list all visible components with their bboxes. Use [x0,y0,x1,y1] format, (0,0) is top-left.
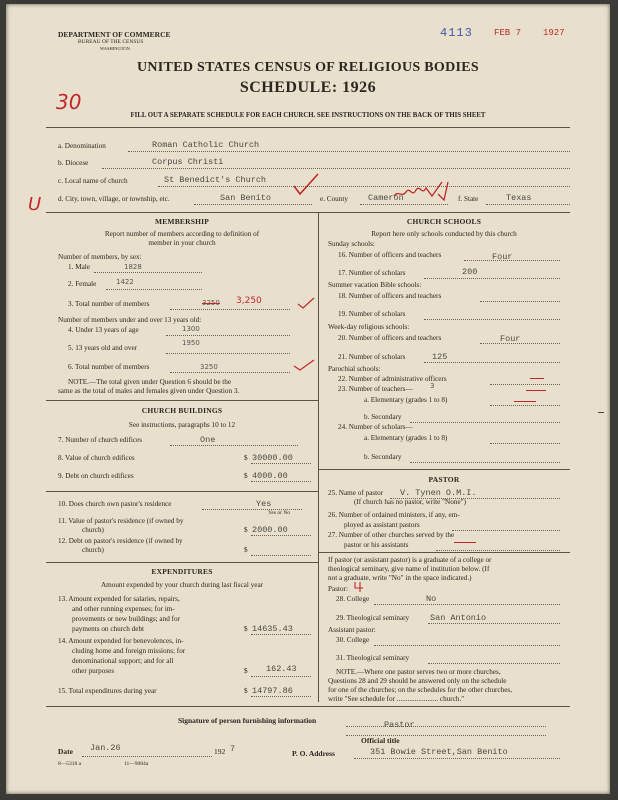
city-label: d. City, town, village, or township, etc. [58,195,170,203]
owns-residence-value: Yes [256,499,272,509]
pastor-name-value: V. Tynen O.M.I. [400,488,477,498]
pastor-title: PASTOR [428,475,460,484]
red-scribble-county-icon [392,180,450,202]
state-label: f. State [458,195,479,203]
graduate-instructions-3: not a graduate, write "No" in the space indicated.) [328,574,472,582]
edifices-value: 30000.00 [252,453,293,463]
edifices-count-label: 7. Number of church edifices [58,436,143,444]
admin-officers-label: 22. Number of administrative officers [338,375,447,383]
denomination-value: Roman Catholic Church [152,140,260,150]
official-title-label: Official title [361,736,400,745]
year-prefix: 192 [214,747,226,756]
female-label: 2. Female [68,280,97,288]
total-expenditures-label: 15. Total expenditures during year [58,687,157,695]
weekday-schools-heading: Week-day religious schools: [328,323,410,331]
residence-debt-label-1: 12. Debt on pastor's residence (if owned by [58,537,183,545]
summer-schools-heading: Summer vacation Bible schools: [328,281,422,289]
male-label: 1. Male [68,263,90,271]
weekday-teachers-value: Four [500,334,521,344]
pastor-note-3: for one of the churches; on the schedules for the other churches, [328,686,513,694]
sunday-teachers-label: 16. Number of officers and teachers [338,251,442,259]
city-heading: WASHINGTON [100,46,130,51]
assistant-ministers-label-2: ployed as assistant pastors [344,521,420,529]
local-name-label: c. Local name of church [58,177,128,185]
county-value: Cameron [368,193,404,203]
edifices-count-value: One [200,435,216,445]
signature-label: Signature of person furnishing information [178,716,317,725]
seminary-label: 29. Theological seminary [336,614,410,622]
over-13-value: 1950 [182,339,200,347]
bureau-heading: BUREAU OF THE CENSUS [78,39,144,45]
edifices-value-label: 8. Value of church edifices [58,454,135,462]
buildings-title: CHURCH BUILDINGS [141,406,223,415]
summer-scholars-label: 19. Number of scholars [338,310,406,318]
running-expenses-label-2: and other running expenses; for im- [72,605,175,613]
assistant-ministers-label-1: 26. Number of ordained ministers, if any, em- [328,511,460,519]
margin-mark [598,412,604,413]
pastor-name-hint: (If church has no pastor, write "None") [354,498,466,506]
over-13-label: 5. 13 years old and over [68,344,138,352]
weekday-scholars-label: 21. Number of scholars [338,353,406,361]
yes-or-no-hint: Yes or No [268,510,291,516]
form-number-stamp: 4113 [440,26,473,40]
diocese-value: Corpus Christi [152,157,224,167]
running-expenses-value: 14635.43 [252,624,293,634]
membership-note-2: same as the total of males and females given under Question 3. [58,387,240,395]
pastor-name-label: 25. Name of pastor [328,489,384,497]
benevolences-label-2: cluding home and foreign missions; for [72,647,186,655]
running-expenses-label-4: payments on church debt [72,625,145,633]
expenditures-subtitle: Amount expended by your church during last fiscal year [100,581,264,589]
total-members-value-q3: 3250 [202,299,220,307]
owns-residence-label: 10. Does church own pastor's residence [58,500,172,508]
pastor-subheading: Pastor: [328,585,348,593]
date-label: Date [58,747,73,756]
assistant-pastor-subheading: Assistant pastor: [328,626,376,634]
membership-note-1: NOTE.—The total given under Question 6 should be the [68,378,232,386]
benevolences-label-3: denominational support; and for all [72,657,174,665]
weekday-scholars-value: 125 [432,352,448,362]
parochial-schools-heading: Parochial schools: [328,365,381,373]
total-members-label-q6: 6. Total number of members [68,363,150,371]
handwritten-number: 30 [56,90,82,114]
running-expenses-label-3: provements or new buildings; and for [72,615,180,623]
buildings-subtitle: See instructions, paragraphs 10 to 12 [128,421,236,429]
handwritten-letter: U [28,194,42,215]
teachers-value: 3 [430,382,435,390]
sunday-teachers-value: Four [492,252,513,262]
county-label: e. County [320,195,348,203]
total-members-corrected: 3,250 [236,296,262,306]
state-value: Texas [506,193,532,203]
official-title-value: Pastor [384,720,415,730]
under-13-value: 1300 [182,325,200,333]
city-value: San Benito [220,193,272,203]
date-value: Jan.26 [90,743,121,753]
diocese-label: b. Diocese [58,159,89,167]
sunday-scholars-value: 200 [462,267,478,277]
under-13-label: 4. Under 13 years of age [68,326,139,334]
summer-teachers-label: 18. Number of officers and teachers [338,292,442,300]
membership-title: MEMBERSHIP [154,217,210,226]
seminary-value: San Antonio [430,613,487,623]
schools-title: CHURCH SCHOOLS [406,217,482,226]
general-instructions: FILL OUT A SEPARATE SCHEDULE FOR EACH CHURCH. SEE INSTRUCTIONS ON THE BACK OF THIS SHEET [130,112,486,119]
form-code-1: 8—5318 a [58,761,82,767]
benevolences-value: 162.43 [266,664,297,674]
year-digit: 7 [230,744,236,754]
other-churches-label-2: pastor or his assistants [344,541,409,549]
residence-debt-label-2: church) [82,546,104,554]
membership-intro-1: Report number of members according to definition of [104,230,260,238]
assistant-college-label: 30. College [336,636,370,644]
expenditures-title: EXPENDITURES [151,567,213,576]
pastor-note-1: NOTE.—Where one pastor serves two or more churches, [336,668,501,676]
red-tick-q6-icon [292,356,316,372]
college-label: 28. College [336,595,370,603]
local-name-value: St Benedict's Church [164,175,267,185]
sunday-scholars-label: 17. Number of scholars [338,269,406,277]
members-by-sex-label: Number of members, by sex: [58,253,142,261]
pastor-note-4: write "See schedule for ....................... church." [328,695,465,703]
schools-intro: Report here only schools conducted by this church [371,230,517,238]
department-heading: DEPARTMENT OF COMMERCE [58,30,171,39]
form-subtitle: SCHEDULE: 1926 [239,79,377,96]
census-schedule-sheet: DEPARTMENT OF COMMERCE BUREAU OF THE CENSUS WASHINGTON 4113 FEB 7 1927 UNITED STATES CENSUS OF RELIGIOUS BODIES SCHEDULE: 1926 30 FILL OUT A SEPARATE SCHEDULE FOR EACH CHURCH. SEE INSTRUCTIONS ON THE BACK OF THIS SHEET a. Denomination Roman Catholic Church b. Diocese Corpus Christi c. Local name of church St Benedict's Church d. City, town, village, or township, etc. San Benito e. County Cameron f. State Texas U MEMBERSHIP Report number of members according to definition of member in your church Number of members, by sex: 1. Male 1828 2. Female 1422 3. Total number of members 3250 3,250 Number of members under and over 13 years old: 4. Under 13 years of age 1300 5. 13 years old and over 1950 6. Total number of members 3250 NOTE.—The total given under Question 6 should be the same as the total of males and females given under Question 3. CHURCH BUILDINGS See instructions, paragraphs 10 to 12 7. Number of church edifices One 8. Value of church edifices $ 30000.00 9. Debt on church edifices $ 4000.00 10. Does church own pastor's residence Yes Yes or No 11. Value of pastor's residence (if owned by church) $ 2000.00 12. Debt on pastor's residence (if owned by church) $ EXPENDITURES Amount expended by your church during last fiscal year 13. Amount expended for salaries, repairs, and other running expenses; for im- provements or new buildings; and for payments on church debt $ 14635.43 14. Amount expended for benevolences, in- cluding home and foreign missions; for denominational support; and for all other purposes $ 162.43 15. Total expenditures during year $ 14797.86 CHURCH SCHOOLS Report here only schools conducted by this church Sunday schools: 16. Number of officers and teachers Four 17. Number of scholars 200 Summer vacation Bible schools: 18. Number of officers and teachers 19. Number of scholars Week-day religious schools: 20. Number of officers and teachers Four 21. Number of scholars 125 Parochial schools: 22. Number of administrative officers 23. Number of teachers— 3 a. Elementary (grades 1 to 8) b. Secondary 24. Number of scholars— a. Elementary (grades 1 to 8) b. Secondary PASTOR 25. Name of pastor V. Tynen O.M.I. (If church has no pastor, write "None") 26. Number of ordained ministers, if any, em- ployed as assistant pastors 27. Number of other churches served by the pastor or his assistants If pastor (or assistant pastor) is a graduate of a college or theological seminary, give name of institution below. (If not a graduate, write "No" in the space indicated.) Pastor: 28. College No 29. Theological seminary San Antonio Assistant pastor: 30. College 31. Theological seminary NOTE.—Where one pastor serves two or more churches, Questions 28 and 29 should be answered only on the schedule for one of the churches; on the schedules for the other churches, write "See schedule for ....................... church." Signature of person furnishing information Pastor Official title Date Jan.26 192 7 P. O. Address 351 Bowie Street,San Benito 8—5318 a 11—9084a [6,4,610,794]
total-members-label-q3: 3. Total number of members [68,300,150,308]
scholars-label: 24. Number of scholars— [338,423,413,431]
red-check-mark-icon [292,172,320,198]
total-members-value-q6: 3250 [200,363,218,371]
residence-value-label-1: 11. Value of pastor's residence (if owned by [58,517,184,525]
edifices-debt-label: 9. Debt on church edifices [58,472,134,480]
male-value: 1828 [124,263,142,271]
benevolences-label-1: 14. Amount expended for benevolences, in- [58,637,184,645]
membership-intro-2: member in your church [148,239,216,247]
elementary-teachers-label: a. Elementary (grades 1 to 8) [364,396,448,404]
address-label: P. O. Address [292,749,335,758]
pastor-note-2: Questions 28 and 29 should be answered only on the schedule [328,677,507,685]
elementary-scholars-label: a. Elementary (grades 1 to 8) [364,434,448,442]
received-date-stamp: FEB 7 [494,28,522,38]
form-code-2: 11—9084a [124,761,149,767]
college-value: No [426,594,437,604]
denomination-label: a. Denomination [58,142,106,150]
teachers-label: 23. Number of teachers— [338,385,413,393]
received-year-stamp: 1927 [543,28,565,38]
other-churches-label-1: 27. Number of other churches served by the [328,531,455,539]
sunday-schools-heading: Sunday schools: [328,240,375,248]
assistant-seminary-label: 31. Theological seminary [336,654,410,662]
secondary-teachers-label: b. Secondary [364,413,402,421]
address-value: 351 Bowie Street,San Benito [370,747,508,757]
running-expenses-label-1: 13. Amount expended for salaries, repairs, [58,595,180,603]
graduate-instructions-1: If pastor (or assistant pastor) is a graduate of a college or [328,556,492,564]
age-heading: Number of members under and over 13 years old: [58,316,202,324]
form-title: UNITED STATES CENSUS OF RELIGIOUS BODIES [136,60,479,75]
weekday-teachers-label: 20. Number of officers and teachers [338,334,442,342]
residence-value: 2000.00 [252,525,288,535]
female-value: 1422 [116,278,134,286]
graduate-instructions-2: theological seminary, give name of institution below. (If [328,565,490,573]
residence-value-label-2: church) [82,526,104,534]
red-mark-pastor-icon [352,580,366,594]
edifices-debt-value: 4000.00 [252,471,288,481]
benevolences-label-4: other purposes [72,667,115,675]
red-tick-q3-icon [296,296,316,310]
secondary-scholars-label: b. Secondary [364,453,402,461]
total-expenditures-value: 14797.86 [252,686,293,696]
